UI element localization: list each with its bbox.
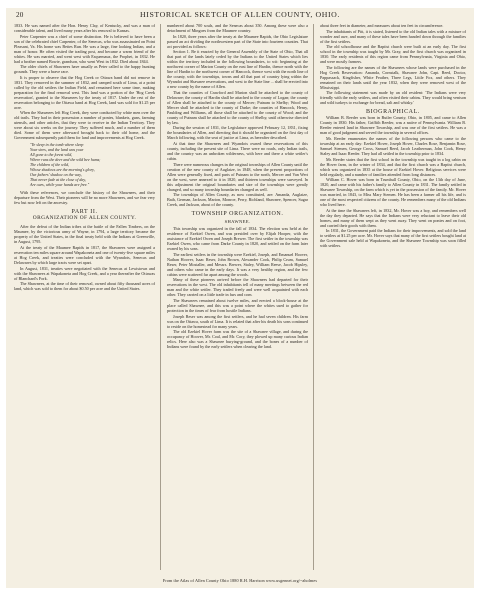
paragraph: The Shawnees, at the time of their removal, owned about fifty thousand acres of land, which was sold to them for about $0.50 per acre and the United States. (14, 281, 155, 292)
biography-paragraph: William C. Hover was born in Trumbull County, Ohio, on the 13th day of June, 1820, and came with his father's family to Allen County in 1831. The family settled in Shawnee Township, on the farm which is yet in the possession of the family. Mr. Hover was married, in 1843, to Miss Mary Stemen. He has been a farmer all his life, and is one of the most respected citizens of the county. He remembers many of the old Indians who lived here. (320, 177, 466, 208)
paragraph: 1833. He was named after the Hon. Henry Clay, of Kentucky, and was a man of considerable talent, and lived many years after his removal to Kansas. (14, 23, 155, 33)
poem-line: That never fade at the close of day, (30, 177, 86, 183)
paragraph: Peter Carpenter was a chief of some distinction. He is believed to have been a son of the celebrated chief Carpenter, of the Senecas, who was assassinated on Point Pleasant, Va. His home was Bettes Run. He was a large, fine looking Indian, and a man of honor. He often visited the trading post, and became a warm friend of the whites. He was married, and went west with Esquemaux, the Prophet, in 1832. He had a brother named Bowie, grandson, who went West in 1832. Died about 1844. (14, 33, 155, 64)
text-column-2 (167, 23, 308, 571)
paragraph: There were numerous changes in the original townships of Allen County until the creation of the new county of Auglaize, in 1848, when the present proportions of Allen were generally fixed, and parts of Putnam to the north, Mercer and Van Wert on the west, were annexed to it in 1820, and thirteen townships were surveyed. In this adjustment the original boundaries and size of the townships were greatly changed, and so many township boundaries changed as well. (167, 161, 308, 192)
section-heading: TOWNSHIP ORGANIZATION. (191, 211, 284, 218)
text-column-1 (14, 23, 155, 571)
paragraph: After the defeat of the Indian tribes at the battle of the Fallen Timbers, on the Maumee, by the victorious army of Wayne, in 1794, a large territory became the property of the United States, in the final treaty held with the Indians at Greenville, in August, 1795. (14, 224, 155, 245)
part-heading: PART II. (71, 209, 98, 216)
paragraph: The older chiefs of Shawnees have usually as Peter called to the happy hunting grounds. They were a brave race. (14, 64, 155, 75)
poem-line: Are ours, while your hands are free." (30, 182, 90, 188)
biography-paragraph: At the time the Shawnees left, in 1832, Mr. Hover was a boy, and remembers well the day they departed. He says that the Indians were very reluctant to leave their old homes, and many of them wept as they went away. They went on ponies and on foot, and carried their goods with them. (320, 207, 466, 228)
paragraph: The earliest settlers in the township were Ezekiel, Joseph, and Emanuel Hoover, Nathan Hoover, Isaac Reser, John Brown, Alexander Cook, Philip Crum, Samuel Reser, Peter Mostaller, and Messrs. Brewer, Staley, William Reese, Jacob Hipsley, and others who came in the early days. It was a very healthy region, and the few cabins were scattered far apart among the woods. (167, 251, 308, 277)
paragraph: That the counties of Crawford and Marion shall be attached to the county of Delaware; the county of Hardin shall be attached to the county of Logan; the county of Allen shall be attached to the county of Mercer; Putnam to Shelby; Wood and Mercer shall be attached to the county of Darke; the counties of Hancock, Henry, Paulding and Williams, all those shall be attached to the county of Wood; and the county of Putnam shall be attached to the county of Shelby, until otherwise directed by law. (167, 89, 308, 125)
paragraph: With these references, we conclude the history of the Shawnees, and their departure from the West. Their pioneers will be no more Shawnees, and we fear very few but now left on the ancestry. (14, 190, 155, 206)
poem-line: Whose shadows are the morning's glory, (30, 167, 95, 173)
column-divider (160, 24, 161, 570)
paragraph: Joseph Reser was among the first settlers, and he had seven children. His farm was on the Ottawa, south of Lima. It is related that after his death his sons continued to reside on the homestead for many years. (167, 313, 308, 329)
paragraph: In August, 1831, treaties were negotiated with the Senecas at Lewistown and with the Shawnees at Wapakoneta and Hog Creek, and a year thereafter the Ottawas of Blanchard's Fork. (14, 265, 155, 281)
poem-line: Your sires, and the land was your (30, 147, 84, 153)
paragraph: The following are the names of the Shawnees whose lands were purchased in the Hog Creek Reservation: Amanda, Cornstalk, Shawnee John, Capt. Reed, Doctor, Pappassack, Kingfisher, White Feather, Three Legs, Little Fox, and others. They remained on their lands until the year 1832, when they were removed west of the Mississippi. (320, 64, 466, 90)
paragraph: The old Ezekiel Hover farm was the site of a Shawnee village, and during the occupancy of Hoover, Mr. Coal, and Mr. Cory, they plowed up many curious Indian relics. Here also was a Shawnee burying-ground, and the bones of a number of Indians were found by the early settlers when clearing the land. (167, 329, 308, 350)
column-divider (313, 24, 314, 570)
paragraph: The townships of Allen County, as now constituted, are: Amanda, Auglaize, Bath, German, Jackson, Marion, Monroe, Perry, Richland, Shawnee, Spencer, Sugar Creek, and Jackson, about of the county. (167, 192, 308, 208)
paragraph: The old schoolhouse and the Baptist church were built at an early day. The first school in the township was taught by Mr. Gray, and the first church was organized in 1830. The early residents of this region came from Pennsylvania, Virginia and Ohio, and were mostly farmers. (320, 44, 466, 65)
paragraph: It is proper to observe that the Hog Creek or Ottawa band did not remove in 1831. They removed in the summer of 1832, and camped south of Lima, at a point called by the old settlers the Indian Field, and remained here some time, making preparation for the final removal west. This land was a portion of the 'Hog Creek reservation', granted to the Shawnees by the treaty of 1817. Under the rest of the reservation belonging to the Ottawa band at Hog Creek, land was sold for $1.25 per acre. (14, 74, 155, 110)
paragraph: numbered about 700 souls, and the Senecas about 350. Among these were also a detachment of Mingoes from the Maumee country. (167, 23, 308, 33)
paragraph: Many of these pioneers arrived before the Shawnees had departed for their reservations in the west. The old inhabitants tell of many meetings between the red man and the white settler. They traded freely and were well acquainted with each other. They carried on a little trade in furs and corn. (167, 277, 308, 298)
paragraph: At that time the Shawnees and Wyandots owned these reservations of this county, including the present site of Lima. There were no roads, only Indian trails, and the country was an unbroken wilderness, with here and there a white settler's cabin. (167, 140, 308, 161)
paragraph: The inhabitants of Pitt, it is stated, listened to the old Indian tales with a mixture of wonder and awe, and many of these tales have been handed down through the families of the first settlers. (320, 28, 466, 44)
text-column-3 (320, 23, 466, 571)
poem-line: "Ye sleep in the tomb where sleep (30, 142, 84, 148)
poem-line: Where runs the deer and the wild bee hums; (30, 157, 101, 163)
paragraph: The Shawnees remained about twelve miles, and erected a block-house at the place called Shawnee, and this was a point where the whites used to gather for protection in the times of fear from hostile Indians. (167, 297, 308, 313)
biography-paragraph: William B. Reeder was born in Butler County, Ohio, in 1805, and came to Allen County in 1830. His father, Griffith Reeder, was a native of Pennsylvania. William B. Reeder entered land in Shawnee Township, and was one of the first settlers. He was a man of good judgment and served the township in several offices. (320, 115, 466, 136)
part-subheading: ORGANIZATION OF ALLEN COUNTY. (32, 215, 137, 222)
atlas-page (6, 8, 474, 588)
poem-line: All gone to the forest wild, (30, 152, 73, 158)
paragraph: This township was organized in the fall of 1834. The election was held at the residence of Ezekiel Owen, and was presided over by Elijah Hooper, with the assistance of Ezekiel Owen and Joseph Brewer. The first settler in the township was Ezekiel Owen, who came from Darke County in 1820, and settled on the farm later owned by his sons. (167, 226, 308, 252)
section-heading: BIOGRAPHICAL. (366, 109, 420, 116)
paragraph: During the session of 1831, the Legislature approved February 12, 1831, fixing the boundaries of Allen, and directing that it should be organized on the first day of March following, with the seat of justice at Lima, as hereafter described. (167, 125, 308, 141)
poem-line: Our fathers' shadow on the way, (30, 172, 82, 178)
paragraph: When the Shawnees left Hog Creek, they were conducted by white men over the old trails. They had in their possession a number of ponies, blankets, guns, farming utensils, and other articles, that they were to receive in the Indian Territory. They were about six weeks on the journey. They suffered much, and a number of them died. Some of them were afterward brought back to their old home, and the Government subsequently paid them for land and improvements at Hog Creek. (14, 110, 155, 141)
section-subheading: SHAWNEE. (224, 219, 251, 225)
poem-line: The children of the wild, (30, 162, 70, 168)
paragraph: In 1820, three years after the treaty at the Maumee Rapids, the Ohio Legislature passed an act dividing the northwestern part of the State into fourteen counties. That act provided as follows: (167, 33, 308, 49)
biography-paragraph: Mr. Reeder enumerates the names of the following persons who came to the township at an early day: Ezekiel Hover, Joseph Hover, Charles Rose, Benjamin Rose, Samuel Stemen, George Cross, Samuel Reed, Jacob Leatherman, John Cook, Henry Staley and Isaac Reeder. They had all settled in the township prior to 1834. (320, 135, 466, 156)
biography-paragraph: Mr. Reeder states that the first school in the township was taught in a log cabin on the Hover farm, in the winter of 1834, and that the first church was a Baptist church, which was organized in 1835 at the house of Ezekiel Hover. Religious services were held regularly, and a number of families attended from long distances. (320, 156, 466, 177)
page-title: HISTORICAL SKETCH OF ALLEN COUNTY, OHIO. (140, 10, 340, 19)
paragraph: The following statement was made by an old resident: 'The Indians were very friendly with the early settlers, and often visited their cabins. They would bring venison and wild turkeys to exchange for bread, salt and whisky.' (320, 90, 466, 106)
paragraph: Section 1. Be it enacted by the General Assembly of the State of Ohio, That all that part of the lands lately ceded by the Indians to the United States which lies within the territory included in the following boundaries, to wit: beginning at the northwest corner of Marion County on the east line of Hardin, thence north with the line of Hardin to the northwest corner of Hancock, thence west with the north line of the county, with the townships, towns and all that part of country lying within the Wyandot and Shawnee reservations, and west to the State line ... shall be erected into a new county by the name of Allen. (167, 49, 308, 90)
poem (30, 142, 155, 187)
page-footer: From the Atlas of Allen County Ohio 1880 R.H. Harrison www.usgennet.org/~aholmes (162, 578, 318, 583)
page-number: 20 (16, 11, 24, 19)
page-header (6, 8, 474, 20)
paragraph: about three feet in diameter, and measures about ten feet in circumference. (320, 23, 444, 28)
biography-paragraph: In 1831, the Government paid the Indians for their improvements, and sold the land to settlers at $1.25 per acre. Mr. Hover says that many of the first settlers bought land at the Government sale held at Wapakoneta, and the Shawnee Township was soon filled with settlers. (320, 228, 466, 249)
paragraph: At the treaty of the Maumee Rapids in 1817, the Shawnees were assigned a reservation ten miles square around Wapakoneta and one of twenty-five square miles at Hog Creek, and treaties were concluded with the Wyandots, Senecas and Delawares by which large tracts were set apart. (14, 244, 155, 265)
